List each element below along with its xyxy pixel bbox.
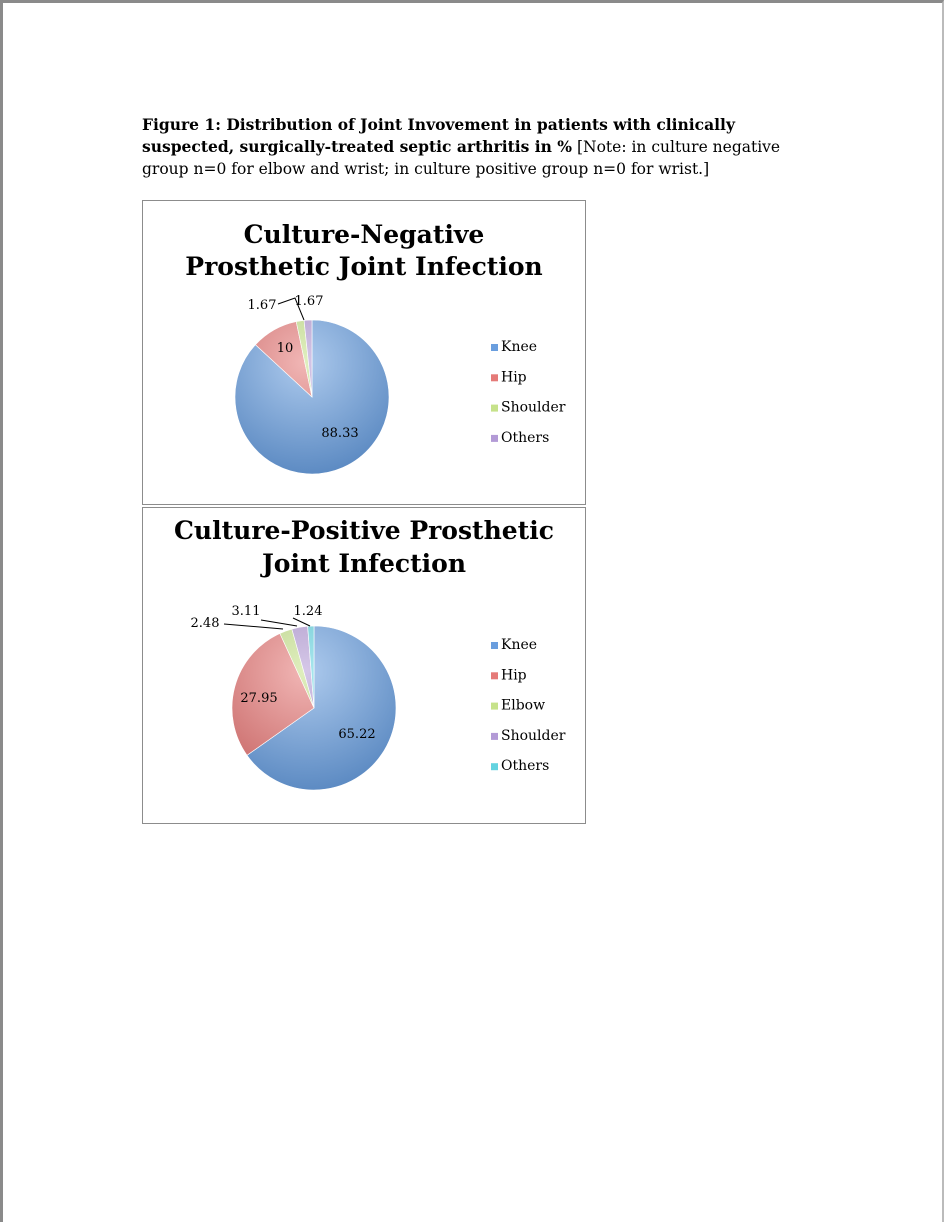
culture-negative-chart [142,200,586,505]
data-label-shoulder: 3.11 [231,604,261,619]
legend-label-shoulder: Shoulder [501,727,566,744]
legend-label-shoulder: Shoulder [501,399,566,416]
legend-label-others: Others [501,758,550,775]
data-label-elbow: 2.48 [190,616,220,631]
data-label-hip: 27.95 [240,691,278,706]
data-label-others: 1.24 [293,604,323,619]
legend-swatch-elbow [491,703,498,710]
figure-caption [142,114,782,180]
legend-swatch-knee [491,642,498,649]
chart-title-line: Culture-Negative [243,220,485,249]
data-label-others: 1.67 [294,294,324,309]
legend-swatch-knee [491,344,498,351]
legend-swatch-others [491,435,498,442]
data-label-knee: 65.22 [338,727,376,742]
data-label-shoulder: 1.67 [247,298,277,313]
legend-label-knee: Knee [501,637,538,653]
legend-swatch-others [491,763,498,770]
legend-label-others: Others [501,429,550,446]
culture-positive-pie-svg [143,508,585,823]
leader-line [224,624,283,629]
leader-line [261,620,297,626]
legend-swatch-shoulder [491,405,498,412]
data-label-knee: 88.33 [321,426,359,441]
leader-line [293,618,310,626]
legend-label-elbow: Elbow [501,697,546,714]
chart-title-line: Prosthetic Joint Infection [185,252,543,281]
caption-note-text: [Note: in culture negative group n=0 for elbow and wrist; in culture positive group n=0 for wrist.] [142,138,781,178]
chart-title-line: Joint Infection [261,549,467,578]
legend-label-hip: Hip [501,667,527,684]
culture-positive-chart [142,507,586,824]
legend-label-knee: Knee [501,339,538,355]
legend-swatch-hip [491,672,498,679]
chart-title-line: Culture-Positive Prosthetic [174,516,554,545]
caption-bold-text: Figure 1: Distribution of Joint Invovement in patients with clinically suspected, surgically-treated septic arthritis in % [142,115,735,156]
data-label-hip: 10 [276,341,294,356]
culture-negative-pie-svg [143,201,585,504]
legend-swatch-hip [491,374,498,381]
legend-label-hip: Hip [501,369,527,386]
legend-swatch-shoulder [491,733,498,740]
